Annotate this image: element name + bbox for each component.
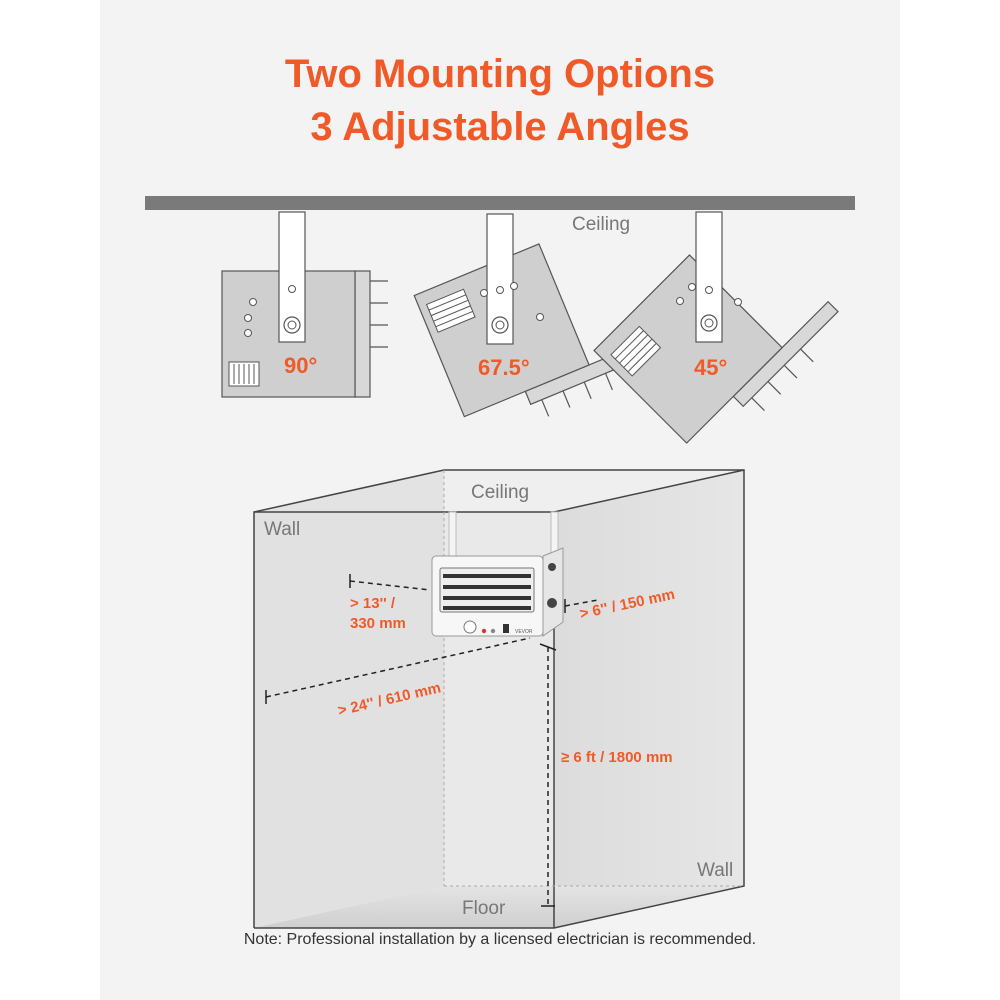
angle-label-67-5: 67.5° (478, 355, 530, 380)
headline-line-2: 3 Adjustable Angles (310, 105, 690, 149)
front-clearance-label: > 24'' / 610 mm (336, 679, 443, 720)
wall-label-left: Wall (264, 519, 301, 540)
angle-label-90: 90° (284, 353, 318, 378)
height-clearance-label: ≥ 6 ft / 1800 mm (561, 749, 673, 766)
floor-label: Floor (462, 898, 506, 919)
heater-brand-logo: VEVOR (515, 629, 533, 635)
wall-label-right: Wall (697, 860, 734, 881)
headline-line-1: Two Mounting Options (284, 52, 716, 96)
right-clearance-label: > 6'' / 150 mm (578, 585, 677, 623)
ceiling-label-room: Ceiling (471, 482, 530, 503)
angle-label-45: 45° (694, 355, 728, 380)
installation-note: Note: Professional installation by a licensed electrician is recommended. (243, 931, 757, 948)
side-clearance-label-line1: > 13'' / (350, 595, 396, 612)
ceiling-label-top: Ceiling (572, 214, 631, 235)
side-clearance-label-line2: 330 mm (350, 615, 406, 632)
